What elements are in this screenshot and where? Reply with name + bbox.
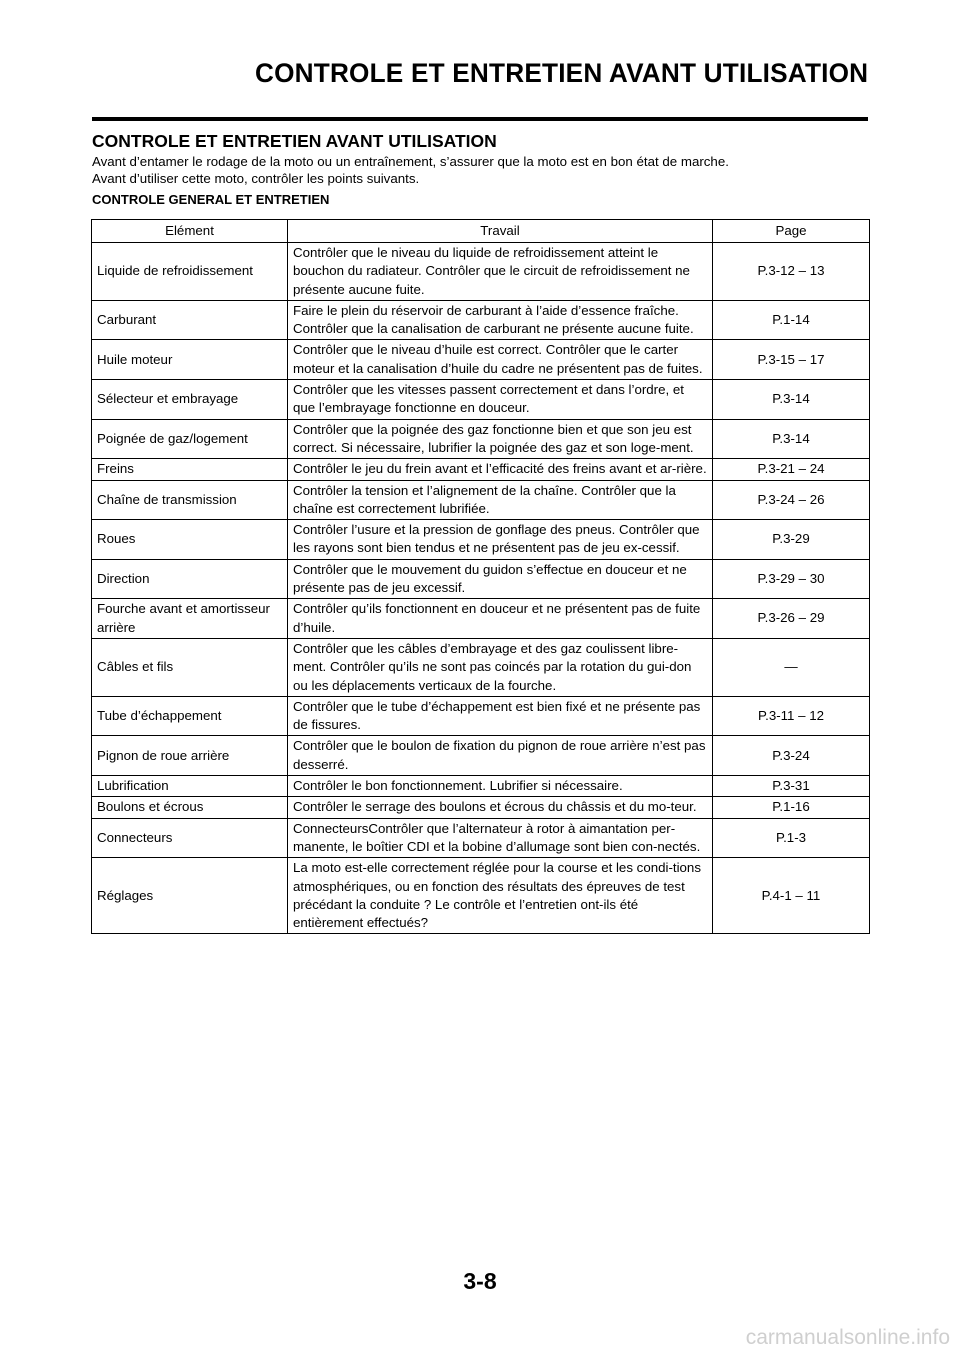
page-number: 3-8 xyxy=(463,1268,497,1294)
table-row xyxy=(92,776,870,797)
cell-work: Contrôler que le boulon de fixation du pignon de roue arrière n’est pas desserré. xyxy=(288,736,713,776)
cell-page: P.1-3 xyxy=(713,818,870,858)
cell-page: P.3-24 xyxy=(713,736,870,776)
intro-line: Avant d’utiliser cette moto, contrôler les points suivants. xyxy=(92,171,420,186)
cell-work: La moto est-elle correctement réglée pour la course et les condi-tions atmosphériques, ou en fonction des résultats des épreuves de test précédant la conduite ? Le contrôle et l’entretien ont-ils été entièrement effectués? xyxy=(288,858,713,934)
cell-element: Sélecteur et embrayage xyxy=(92,380,288,420)
cell-work: Faire le plein du réservoir de carburant à l’aide d’essence fraîche. Contrôler que la canalisation de carburant ne présente aucune fuite. xyxy=(288,300,713,340)
cell-element: Huile moteur xyxy=(92,340,288,380)
cell-page: P.3-12 – 13 xyxy=(713,243,870,301)
section-title: CONTROLE ET ENTRETIEN AVANT UTILISATION xyxy=(92,131,497,151)
table-row xyxy=(92,520,870,560)
header-element: Elément xyxy=(92,220,288,243)
table-row xyxy=(92,480,870,520)
cell-page: P.3-26 – 29 xyxy=(713,599,870,639)
cell-page: P.3-31 xyxy=(713,776,870,797)
table-row xyxy=(92,300,870,340)
cell-work: Contrôler la tension et l’alignement de la chaîne. Contrôler que la chaîne est correctement lubrifiée. xyxy=(288,480,713,520)
table-row xyxy=(92,380,870,420)
table-subheading: CONTROLE GENERAL ET ENTRETIEN xyxy=(92,192,330,207)
cell-page: — xyxy=(713,638,870,696)
cell-element: Liquide de refroidissement xyxy=(92,243,288,301)
table-row xyxy=(92,419,870,459)
cell-work: Contrôler le serrage des boulons et écrous du châssis et du mo-teur. xyxy=(288,797,713,818)
table-row xyxy=(92,696,870,736)
intro-text xyxy=(92,153,729,187)
cell-element: Boulons et écrous xyxy=(92,797,288,818)
table-row xyxy=(92,797,870,818)
cell-page: P.3-15 – 17 xyxy=(713,340,870,380)
cell-page: P.3-24 – 26 xyxy=(713,480,870,520)
page-header-title: CONTROLE ET ENTRETIEN AVANT UTILISATION xyxy=(254,58,868,88)
cell-work: Contrôler que le tube d’échappement est bien fixé et ne présente pas de fissures. xyxy=(288,696,713,736)
table-header-row xyxy=(92,220,870,243)
cell-work: Contrôler que les câbles d’embrayage et des gaz coulissent libre-ment. Contrôler qu’ils ne sont pas coincés par la rotation du gui-don ou les déplacements verticaux de la fourche. xyxy=(288,638,713,696)
cell-page: P.1-16 xyxy=(713,797,870,818)
cell-page: P.1-14 xyxy=(713,300,870,340)
table-row xyxy=(92,340,870,380)
cell-element: Câbles et fils xyxy=(92,638,288,696)
cell-page: P.3-21 – 24 xyxy=(713,459,870,480)
table-row xyxy=(92,599,870,639)
cell-element: Carburant xyxy=(92,300,288,340)
cell-work: Contrôler le bon fonctionnement. Lubrifier si nécessaire. xyxy=(288,776,713,797)
cell-page: P.3-14 xyxy=(713,380,870,420)
watermark: carmanualsonline.info xyxy=(745,1326,950,1349)
cell-page: P.4-1 – 11 xyxy=(713,858,870,934)
cell-element: Connecteurs xyxy=(92,818,288,858)
cell-element: Réglages xyxy=(92,858,288,934)
cell-element: Roues xyxy=(92,520,288,560)
table-row xyxy=(92,736,870,776)
header-page: Page xyxy=(713,220,870,243)
header-work: Travail xyxy=(288,220,713,243)
cell-page: P.3-11 – 12 xyxy=(713,696,870,736)
table-row xyxy=(92,818,870,858)
cell-element: Chaîne de transmission xyxy=(92,480,288,520)
table-row xyxy=(92,243,870,301)
table-row xyxy=(92,638,870,696)
cell-page: P.3-29 – 30 xyxy=(713,559,870,599)
cell-element: Fourche avant et amortisseur arrière xyxy=(92,599,288,639)
cell-work: ConnecteursContrôler que l’alternateur à rotor à aimantation per-manente, le boîtier CDI et la bobine d’allumage sont bien con-nectés. xyxy=(288,818,713,858)
cell-element: Pignon de roue arrière xyxy=(92,736,288,776)
cell-page: P.3-29 xyxy=(713,520,870,560)
header-divider xyxy=(92,117,868,121)
cell-work: Contrôler que la poignée des gaz fonctionne bien et que son jeu est correct. Si nécessaire, lubrifier la poignée des gaz et son loge-ment. xyxy=(288,419,713,459)
cell-work: Contrôler que le niveau d’huile est correct. Contrôler que le carter moteur et la canalisation d’huile du cadre ne présentent pas de fuites. xyxy=(288,340,713,380)
maintenance-table xyxy=(91,219,870,934)
table-row xyxy=(92,858,870,934)
cell-work: Contrôler qu’ils fonctionnent en douceur et ne présentent pas de fuite d’huile. xyxy=(288,599,713,639)
cell-page: P.3-14 xyxy=(713,419,870,459)
cell-element: Poignée de gaz/logement xyxy=(92,419,288,459)
table-row xyxy=(92,559,870,599)
table-body xyxy=(92,243,870,934)
cell-work: Contrôler que le mouvement du guidon s’effectue en douceur et ne présente pas de jeu excessif. xyxy=(288,559,713,599)
cell-work: Contrôler l’usure et la pression de gonflage des pneus. Contrôler que les rayons sont bien tendus et ne présentent pas de jeu ex-cessif. xyxy=(288,520,713,560)
cell-work: Contrôler le jeu du frein avant et l’efficacité des freins avant et ar-rière. xyxy=(288,459,713,480)
cell-element: Direction xyxy=(92,559,288,599)
cell-work: Contrôler que les vitesses passent correctement et dans l’ordre, et que l’embrayage fonctionne en douceur. xyxy=(288,380,713,420)
cell-element: Tube d’échappement xyxy=(92,696,288,736)
cell-element: Lubrification xyxy=(92,776,288,797)
table-row xyxy=(92,459,870,480)
intro-line: Avant d’entamer le rodage de la moto ou un entraînement, s’assurer que la moto est en bon état de marche. xyxy=(92,154,729,169)
cell-work: Contrôler que le niveau du liquide de refroidissement atteint le bouchon du radiateur. Contrôler que le circuit de refroidissement ne présente aucune fuite. xyxy=(288,243,713,301)
cell-element: Freins xyxy=(92,459,288,480)
